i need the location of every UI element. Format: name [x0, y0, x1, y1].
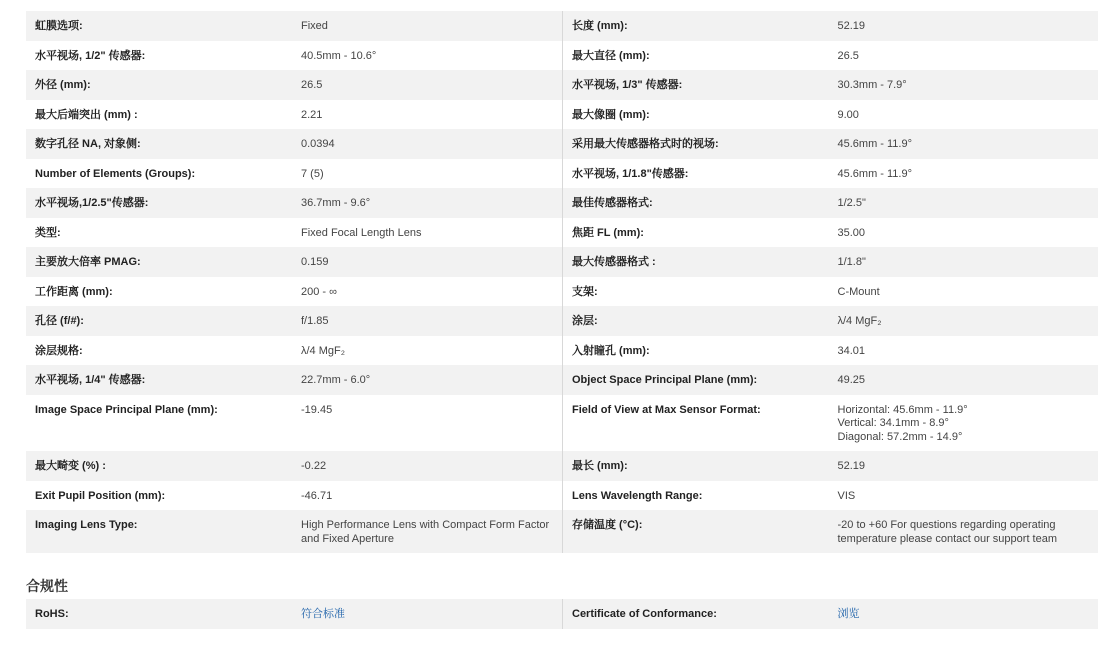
spec-label: 涂层规格:	[35, 344, 83, 357]
spec-row	[26, 451, 1098, 481]
spec-value: Fixed Focal Length Lens	[301, 226, 422, 239]
spec-value: 49.25	[837, 374, 866, 386]
spec-row	[26, 100, 1098, 130]
spec-label: 水平视场, 1/1.8"传感器:	[572, 167, 689, 180]
spec-label: 主要放大倍率 PMAG:	[35, 256, 141, 268]
spec-label: 外径 (mm):	[35, 79, 91, 91]
spec-value: 45.6mm - 11.9°	[837, 167, 913, 180]
spec-value: High Performance Lens with Compact Form Factor and Fixed Aperture	[301, 519, 550, 545]
spec-value: 2.21	[301, 108, 323, 121]
spec-label: 孔径 (f/#):	[35, 315, 84, 327]
spec-row	[26, 481, 1098, 511]
spec-row	[26, 395, 1098, 452]
spec-label: 最大像圈 (mm):	[572, 108, 650, 121]
spec-value: 26.5	[301, 79, 323, 91]
compliance-heading: 合规性	[26, 578, 68, 594]
spec-label: 虹膜选项:	[35, 20, 83, 32]
rohs-link[interactable]: 符合标准	[301, 608, 345, 620]
spec-value: 0.0394	[301, 138, 335, 150]
spec-value: 35.00	[837, 226, 866, 239]
spec-row	[26, 218, 1098, 248]
spec-value: 9.00	[837, 108, 859, 121]
spec-value: Horizontal: 45.6mm - 11.9° Vertical: 34.1mm - 8.9° Diagonal: 57.2mm - 14.9°	[837, 403, 968, 443]
spec-label: 支架:	[572, 285, 598, 298]
spec-label: Object Space Principal Plane (mm):	[572, 374, 758, 386]
spec-row	[26, 159, 1098, 189]
spec-value: 30.3mm - 7.9°	[837, 79, 907, 91]
spec-value: 40.5mm - 10.6°	[301, 49, 377, 62]
spec-value: -46.71	[301, 489, 333, 502]
spec-label: 类型:	[35, 226, 61, 239]
spec-row	[26, 336, 1098, 366]
spec-label: 长度 (mm):	[572, 20, 628, 32]
spec-value: VIS	[837, 489, 856, 502]
spec-label: 水平视场, 1/4" 传感器:	[35, 374, 146, 386]
spec-label: 最大后端突出 (mm) :	[35, 108, 138, 121]
spec-label: Lens Wavelength Range:	[572, 489, 703, 502]
certificate-view-link[interactable]: 浏览	[837, 608, 860, 620]
spec-row	[26, 365, 1098, 395]
spec-label: Imaging Lens Type:	[35, 519, 138, 531]
spec-label: Exit Pupil Position (mm):	[35, 489, 166, 502]
spec-label: 涂层:	[572, 315, 598, 327]
spec-label: Number of Elements (Groups):	[35, 167, 196, 180]
spec-value: C-Mount	[837, 285, 880, 298]
spec-label: 入射瞳孔 (mm):	[572, 344, 650, 357]
spec-value: 52.19	[837, 460, 866, 472]
spec-row	[26, 306, 1098, 336]
spec-value: 1/2.5"	[837, 197, 866, 209]
spec-value: -0.22	[301, 460, 327, 472]
spec-value: λ/4 MgF₂	[837, 315, 882, 327]
spec-row	[26, 510, 1098, 553]
spec-value: Fixed	[301, 20, 328, 32]
spec-value: 34.01	[837, 344, 866, 357]
spec-label: Image Space Principal Plane (mm):	[35, 403, 218, 416]
spec-label: 数字孔径 NA, 对象侧:	[35, 138, 141, 150]
spec-label: 存储温度 (°C):	[572, 519, 643, 531]
spec-label: 水平视场, 1/3" 传感器:	[572, 79, 683, 91]
spec-label: 最长 (mm):	[572, 460, 628, 472]
spec-value: 52.19	[837, 20, 866, 32]
spec-value: 26.5	[837, 49, 859, 62]
spec-label: 工作距离 (mm):	[35, 285, 113, 298]
spec-value: 0.159	[301, 256, 329, 268]
spec-row	[26, 41, 1098, 71]
spec-value: 200 - ∞	[301, 285, 337, 298]
spec-label: 水平视场,1/2.5"传感器:	[35, 197, 149, 209]
spec-label: 采用最大传感器格式时的视场:	[572, 138, 719, 150]
spec-value: 22.7mm - 6.0°	[301, 374, 371, 386]
spec-row	[26, 129, 1098, 159]
compliance-table	[26, 599, 1098, 629]
compliance-row	[26, 599, 1098, 629]
rohs-label: RoHS:	[35, 608, 69, 620]
specifications-table	[26, 11, 1098, 553]
spec-row	[26, 11, 1098, 41]
spec-value: f/1.85	[301, 315, 329, 327]
spec-label: 最大畸变 (%) :	[35, 460, 106, 472]
spec-row	[26, 188, 1098, 218]
spec-value: 1/1.8"	[837, 256, 866, 268]
spec-value: 7 (5)	[301, 167, 324, 180]
spec-label: Field of View at Max Sensor Format:	[572, 403, 761, 416]
spec-value: 36.7mm - 9.6°	[301, 197, 371, 209]
spec-label: 最佳传感器格式:	[572, 197, 653, 209]
spec-label: 最大直径 (mm):	[572, 49, 650, 62]
spec-value: -20 to +60 For questions regarding operating temperature please contact our support team	[837, 519, 1058, 545]
spec-value: λ/4 MgF₂	[301, 344, 345, 357]
spec-row	[26, 70, 1098, 100]
spec-value: -19.45	[301, 403, 333, 416]
spec-label: 焦距 FL (mm):	[572, 226, 644, 239]
spec-row	[26, 277, 1098, 307]
certificate-label: Certificate of Conformance:	[572, 608, 717, 620]
spec-row	[26, 247, 1098, 277]
spec-label: 水平视场, 1/2" 传感器:	[35, 49, 146, 62]
spec-label: 最大传感器格式 :	[572, 256, 656, 268]
spec-value: 45.6mm - 11.9°	[837, 138, 913, 150]
